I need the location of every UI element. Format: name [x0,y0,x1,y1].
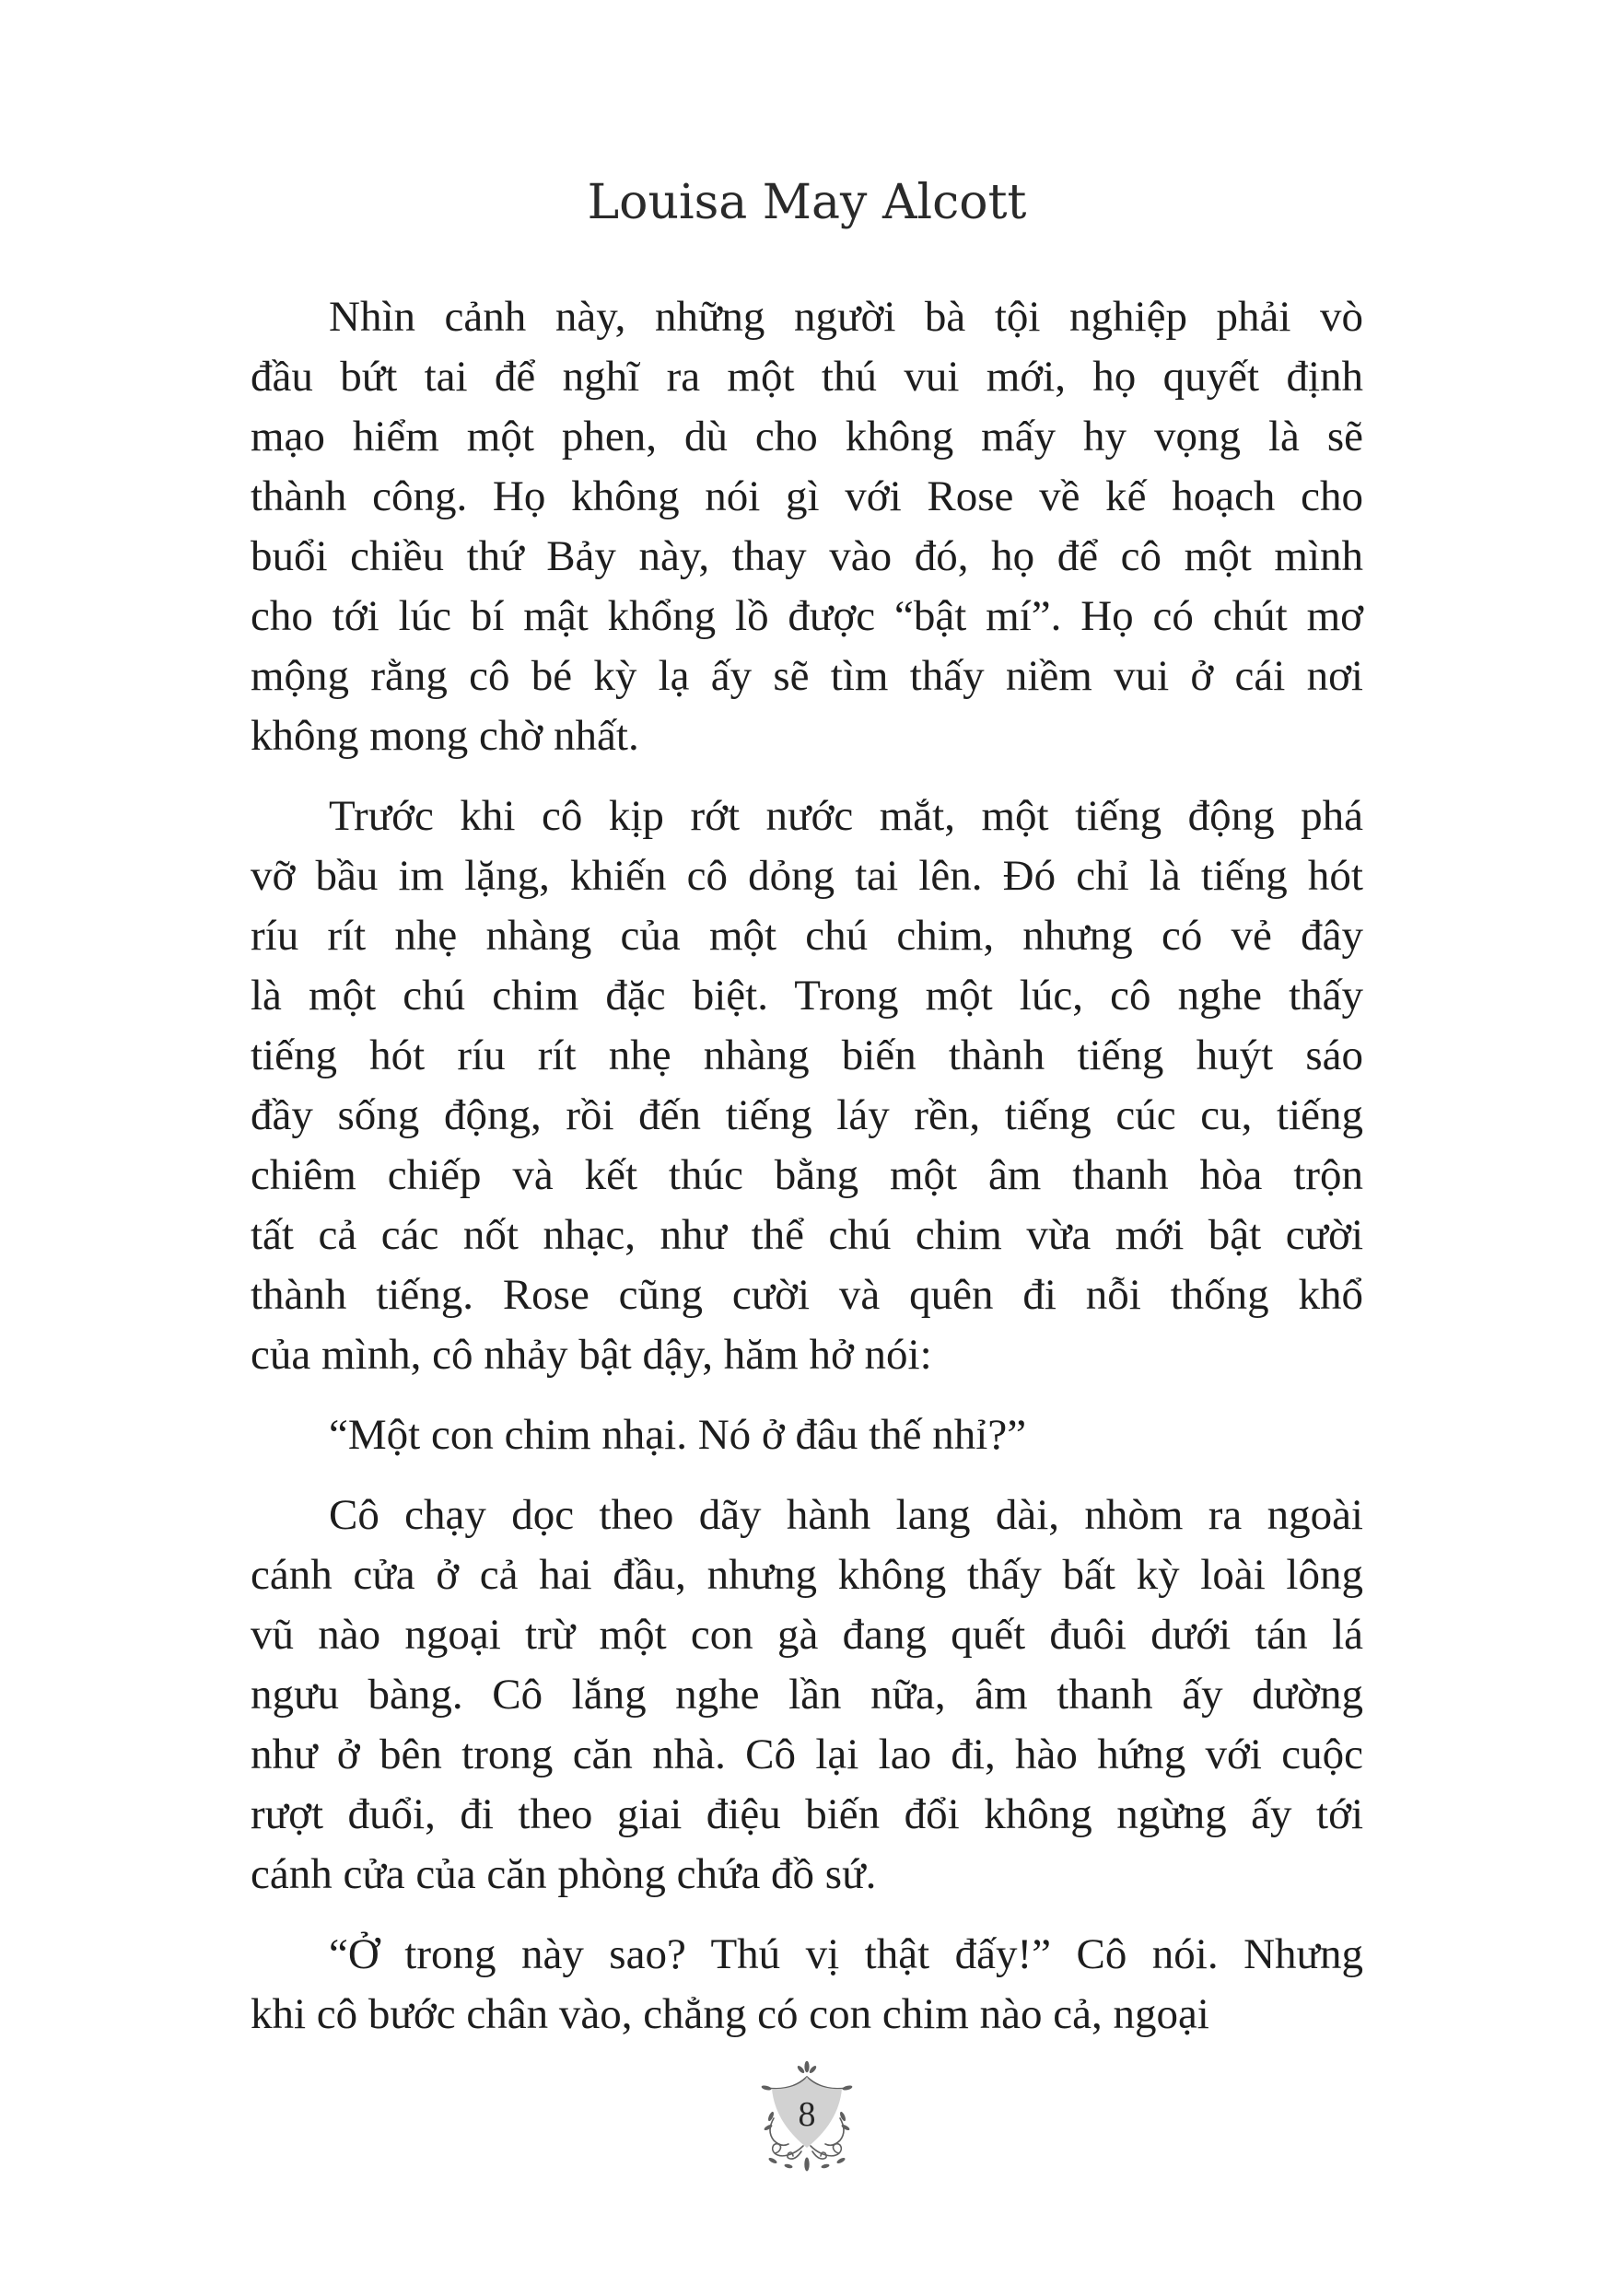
text-line: “Một con chim nhại. Nó ở đâu thế nhỉ?” [329,1411,1027,1459]
text-line: không mong chờ nhất. [251,712,639,760]
text-line: như ở bên trong căn nhà. Cô lại lao đi, hào hứng với cuộc [251,1731,1363,1778]
running-header: Louisa May Alcott [587,175,1027,230]
text-line: mạo hiểm một phen, dù cho không mấy hy vọng là sẽ [251,413,1363,460]
text-line: của mình, cô nhảy bật dậy, hăm hở nói: [251,1331,932,1379]
paragraph [251,1925,1363,2045]
text-line: Cô chạy dọc theo dãy hành lang dài, nhòm ra ngoài [329,1491,1363,1539]
text-line: buổi chiều thứ Bảy này, thay vào đó, họ để cô một mình [251,532,1363,580]
text-line: cánh cửa ở cả hai đầu, nhưng không thấy bất kỳ loài lông [251,1551,1363,1599]
text-line: đầy sống động, rồi đến tiếng láy rền, tiếng cúc cu, tiếng [251,1091,1363,1139]
text-line: mộng rằng cô bé kỳ lạ ấy sẽ tìm thấy niềm vui ở cái nơi [251,652,1363,700]
paragraph [251,1486,1363,1905]
ornament-svg [761,2061,853,2181]
text-line: tất cả các nốt nhạc, như thể chú chim vừa mới bật cười [251,1211,1363,1259]
page-number: 8 [798,2095,816,2134]
text-line: thành công. Họ không nói gì với Rose về kế hoạch cho [251,472,1363,520]
text-line: Nhìn cảnh này, những người bà tội nghiệp phải vò [329,293,1363,341]
text-line: đầu bứt tai để nghĩ ra một thú vui mới, họ quyết định [251,353,1363,401]
text-line: vỡ bầu im lặng, khiến cô dỏng tai lên. Đó chỉ là tiếng hót [251,852,1363,900]
text-line: tiếng hót ríu rít nhẹ nhàng biến thành tiếng huýt sáo [251,1031,1363,1079]
text-line: “Ở trong này sao? Thú vị thật đấy!” Cô nói. Nhưng [329,1930,1363,1978]
text-line: rượt đuổi, đi theo giai điệu biến đổi không ngừng ấy tới [251,1790,1363,1838]
text-line: ríu rít nhẹ nhàng của một chú chim, nhưng có vẻ đây [251,912,1363,960]
text-line: cho tới lúc bí mật khổng lồ được “bật mí”. Họ có chút mơ [251,592,1363,640]
text-line: cánh cửa của căn phòng chứa đồ sứ. [251,1850,877,1898]
text-line: là một chú chim đặc biệt. Trong một lúc, cô nghe thấy [251,972,1363,1020]
text-line: khi cô bước chân vào, chẳng có con chim nào cả, ngoại [251,1990,1209,2038]
paragraph [251,787,1363,1385]
text-line: thành tiếng. Rose cũng cười và quên đi nỗi thống khổ [251,1271,1363,1319]
text-line: chiêm chiếp và kết thúc bằng một âm thanh hòa trộn [251,1151,1363,1199]
page-number-ornament [761,2061,853,2181]
paragraph [251,1405,1363,1465]
text-line: ngưu bàng. Cô lắng nghe lần nữa, âm thanh ấy dường [251,1671,1363,1719]
paragraph [251,287,1363,766]
text-line: vũ nào ngoại trừ một con gà đang quết đuôi dưới tán lá [251,1611,1363,1659]
text-line: Trước khi cô kịp rớt nước mắt, một tiếng động phá [329,792,1363,840]
body-text [251,287,1363,2045]
